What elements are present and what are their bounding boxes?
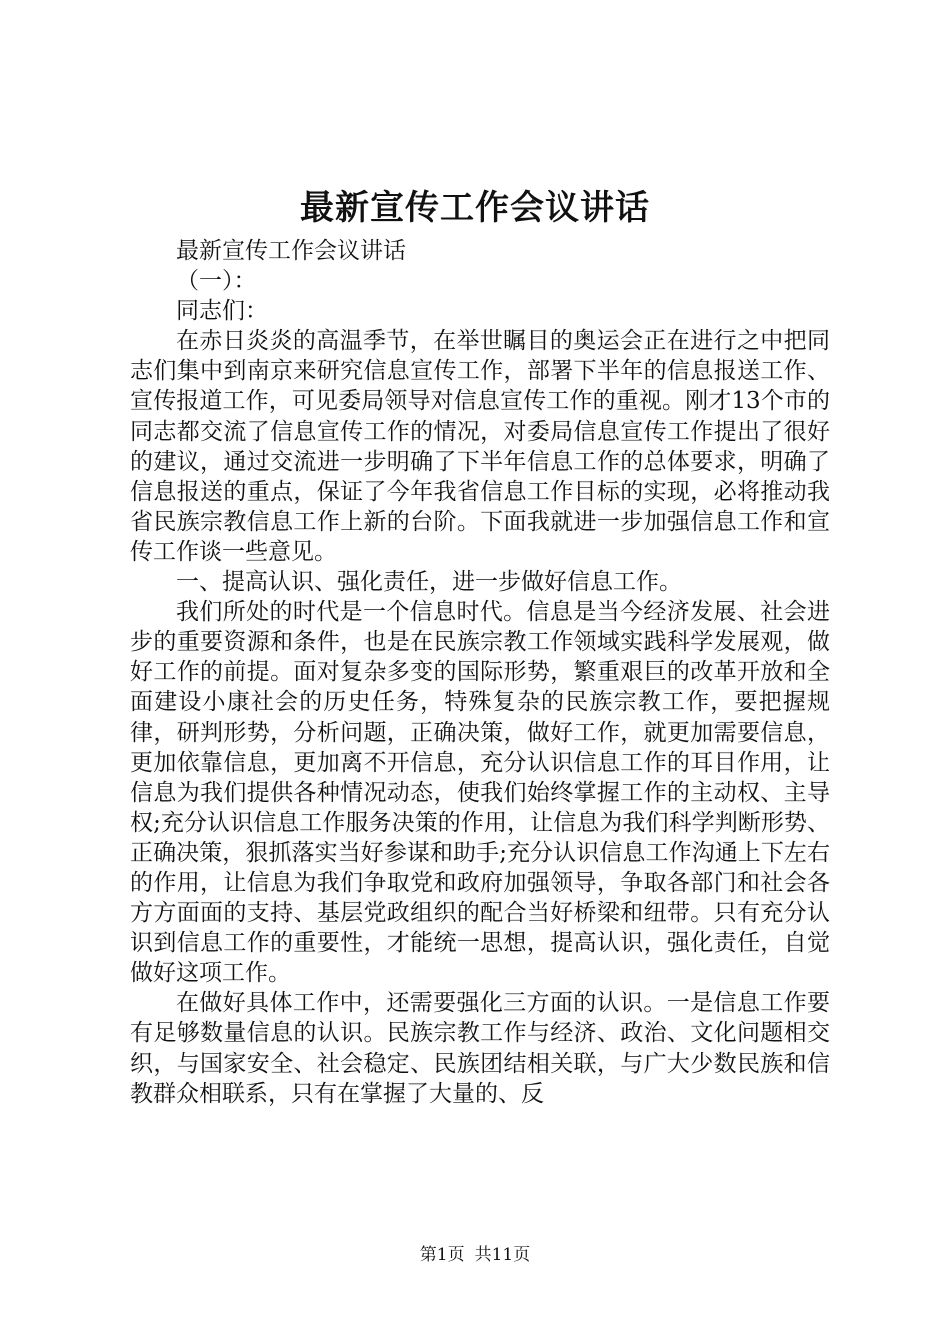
paragraph-subtitle: 最新宣传工作会议讲话 (176, 238, 406, 264)
page-footer (0, 1243, 950, 1267)
document-title: 最新宣传工作会议讲话 (300, 188, 650, 228)
paragraph-three-aspects: 在做好具体工作中，还需要强化三方面的认识。一是信息工作要有足够数量信息的认识。民族宗教工作与经济、政治、文化问题相交织，与国家安全、社会稳定、民族团结相关联，与广大少数民族和信教群众相联系，只有在掌握了大量的、反 (130, 990, 830, 1107)
paragraph-heading-one: 一、提高认识、强化责任，进一步做好信息工作。 (176, 569, 682, 596)
page-number: 第1页 (419, 1245, 465, 1265)
paragraph-salutation: 同志们： (176, 298, 268, 325)
paragraph-opening: 在赤日炎炎的高温季节，在举世瞩目的奥运会正在进行之中把同志们集中到南京来研究信息宣传工作，部署下半年的信息报送工作、宣传报道工作，可见委局领导对信息宣传工作的重视。刚才13个市的同志都交流了信息宣传工作的情况，对委局信息宣传工作提出了很好的建议，通过交流进一步明确了下半年信息工作的总体要求，明确了信息报送的重点，保证了今年我省信息工作目标的实现，必将推动我省民族宗教信息工作上新的台阶。下面我就进一步加强信息工作和宣传工作谈一些意见。 (130, 328, 830, 565)
page-total: 共11页 (474, 1245, 531, 1265)
document-body (130, 236, 830, 1109)
paragraph-section-marker: （一）： (176, 268, 257, 295)
paragraph-information-era: 我们所处的时代是一个信息时代。信息是当今经济发展、社会进步的重要资源和条件，也是在民族宗教工作领域实践科学发展观，做好工作的前提。面对复杂多变的国际形势，繁重艰巨的改革开放和全面建设小康社会的历史任务，特殊复杂的民族宗教工作，要把握规律，研判形势，分析问题，正确决策，做好工作，就更加需要信息，更加依靠信息，更加离不开信息，充分认识信息工作的耳目作用，让信息为我们提供各种情况动态，使我们始终掌握工作的主动权、主导权;充分认识信息工作服务决策的作用，让信息为我们科学判断形势、正确决策，狠抓落实当好参谋和助手;充分认识信息工作沟通上下左右的作用，让信息为我们争取党和政府加强领导，争取各部门和社会各方方面面的支持、基层党政组织的配合当好桥梁和纽带。只有充分认识到信息工作的重要性，才能统一思想，提高认识，强化责任，自觉做好这项工作。 (130, 599, 830, 987)
